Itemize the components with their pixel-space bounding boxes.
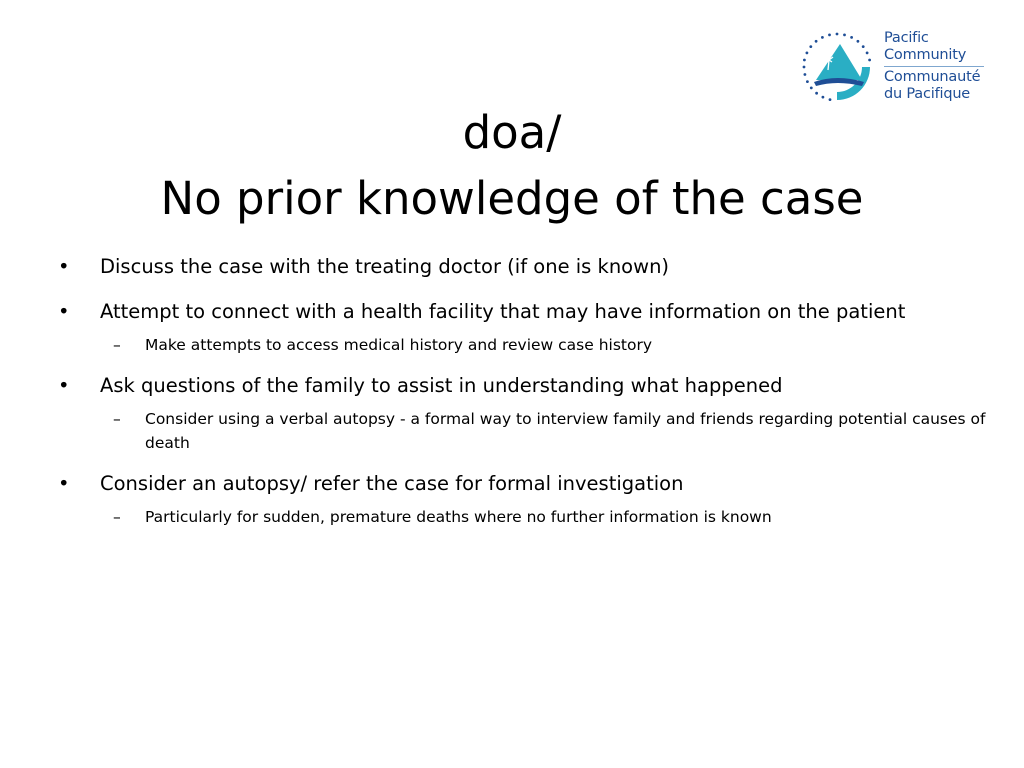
bullet-item <box>58 469 988 499</box>
logo-line-4: du Pacifique <box>884 86 971 102</box>
slide-body <box>58 252 988 543</box>
bullet-text: Ask questions of the family to assist in understanding what happened <box>100 374 783 397</box>
slide-title-line-2: No prior knowledge of the case <box>160 172 864 225</box>
logo-line-2: Community <box>884 47 967 63</box>
sub-bullet-item <box>58 333 988 357</box>
bullet-text: Discuss the case with the treating doctor (if one is known) <box>100 255 670 278</box>
bullet-item <box>58 252 988 282</box>
bullet-item <box>58 297 988 327</box>
bullet-text: Consider an autopsy/ refer the case for formal investigation <box>100 472 684 495</box>
sub-bullet-marker: – <box>113 410 121 428</box>
sub-bullet-item <box>58 407 988 455</box>
bullet-item <box>58 371 988 401</box>
emblem-sail <box>816 44 862 80</box>
logo-line-3: Communauté <box>884 69 981 85</box>
sub-bullet-marker: – <box>113 508 121 526</box>
sub-bullet-text: Make attempts to access medical history and review case history <box>145 336 653 354</box>
logo-divider <box>884 66 984 67</box>
sub-bullet-marker: – <box>113 336 121 354</box>
sub-bullet-text: Particularly for sudden, premature deaths where no further information is known <box>145 508 772 526</box>
bullet-marker: • <box>58 374 70 397</box>
logo-line-1: Pacific <box>884 30 929 46</box>
sub-bullet-text: Consider using a verbal autopsy - a formal way to interview family and friends regarding potential causes of death <box>145 410 986 452</box>
bullet-marker: • <box>58 255 70 278</box>
logo-wordmark <box>884 30 990 103</box>
bullet-marker: • <box>58 472 70 495</box>
slide-title <box>0 100 1024 232</box>
sub-bullet-item <box>58 505 988 529</box>
slide-title-line-1: doa/ <box>462 106 562 159</box>
pacific-community-emblem-icon <box>800 30 874 104</box>
bullet-text: Attempt to connect with a health facility that may have information on the patient <box>100 300 906 323</box>
bullet-marker: • <box>58 300 70 323</box>
